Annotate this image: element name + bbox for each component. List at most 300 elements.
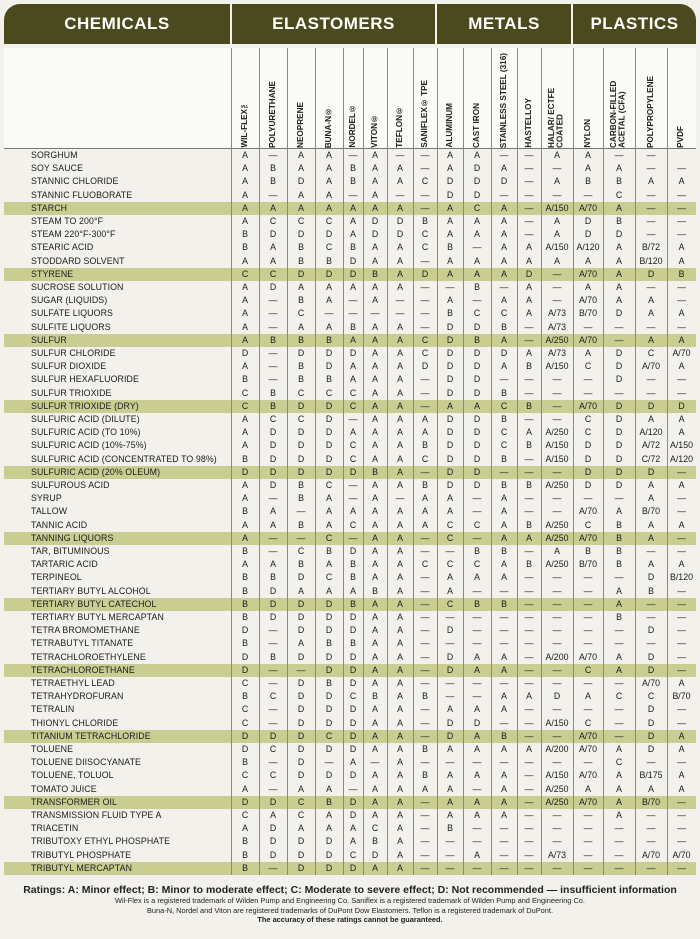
rating-cell: D bbox=[647, 704, 655, 715]
rating-cell: A bbox=[678, 559, 685, 570]
column-header-label: WIL-FLEX™ bbox=[239, 100, 249, 148]
rating-cell: — bbox=[677, 229, 686, 240]
rating-cell: A bbox=[397, 810, 403, 820]
rating-cell: D bbox=[446, 176, 454, 187]
rating-cell: D bbox=[297, 717, 305, 728]
rating-cell: — bbox=[524, 678, 534, 688]
rating-cell: A bbox=[397, 546, 403, 556]
rating-cell: — bbox=[646, 229, 656, 240]
column-header bbox=[573, 48, 603, 148]
rating-cell: A bbox=[678, 414, 685, 424]
rating-cell: — bbox=[472, 612, 482, 622]
rating-cell: — bbox=[499, 678, 509, 688]
rating-cell: D bbox=[297, 400, 305, 411]
rating-cell: — bbox=[420, 678, 430, 688]
rating-cell: — bbox=[614, 638, 624, 649]
chemical-name: TETRALIN bbox=[31, 704, 75, 715]
rating-cell: — bbox=[614, 321, 624, 332]
rating-cell: — bbox=[524, 216, 534, 226]
rating-cell: — bbox=[268, 150, 278, 160]
rating-cell: A bbox=[585, 348, 591, 358]
rating-cell: — bbox=[677, 532, 686, 543]
rating-cell: B bbox=[422, 744, 428, 754]
rating-cell: A bbox=[270, 202, 276, 213]
rating-cell: — bbox=[677, 823, 686, 834]
rating-cell: A bbox=[501, 519, 507, 530]
rating-cell: D bbox=[297, 757, 305, 768]
rating-cell: D bbox=[473, 189, 481, 200]
rating-cell: D bbox=[349, 664, 357, 675]
rating-cell: A bbox=[447, 295, 453, 306]
rating-cell: A bbox=[372, 348, 378, 358]
rating-cell: A bbox=[242, 480, 248, 490]
rating-cell: — bbox=[524, 783, 534, 794]
rating-cell: A/250 bbox=[545, 796, 569, 807]
rating-cell: A bbox=[648, 493, 654, 504]
rating-cell: D bbox=[297, 678, 305, 688]
rating-cell: B bbox=[474, 598, 480, 609]
rating-cell: A bbox=[678, 730, 685, 741]
column-header-label: STAINLESS STEEL (316) bbox=[498, 52, 508, 148]
rating-cell: D bbox=[615, 400, 623, 411]
rating-cell: A bbox=[242, 282, 248, 292]
rating-cell: A bbox=[526, 308, 532, 319]
rating-cell: — bbox=[524, 730, 534, 741]
rating-cell: — bbox=[472, 862, 482, 873]
rating-cell: A bbox=[422, 506, 428, 517]
rating-cell: A bbox=[326, 783, 332, 794]
ratings-legend: Ratings: A: Minor effect; B: Minor to moderate effect; C: Moderate to severe effect; D: Not recommended — insufficient information bbox=[23, 884, 677, 896]
rating-cell: A bbox=[501, 163, 507, 174]
rating-cell: A bbox=[326, 202, 332, 213]
rating-cell: — bbox=[646, 163, 656, 174]
rating-cell: A/250 bbox=[545, 559, 569, 570]
rating-cell: — bbox=[552, 598, 562, 609]
rating-cell: A bbox=[326, 823, 332, 834]
rating-cell: D bbox=[446, 625, 454, 636]
rating-cell: — bbox=[268, 308, 278, 319]
rating-cell: A bbox=[616, 664, 622, 675]
rating-cell: — bbox=[420, 625, 430, 636]
table-row bbox=[4, 294, 696, 307]
table-row bbox=[4, 241, 696, 254]
rating-cell: D bbox=[325, 268, 333, 279]
rating-cell: — bbox=[677, 295, 686, 306]
rating-cell: A bbox=[585, 282, 591, 292]
rating-cell: B bbox=[242, 757, 248, 768]
column-header bbox=[667, 48, 696, 148]
column-header bbox=[517, 48, 541, 148]
chemical-name: TETRACHLOROETHANE bbox=[31, 664, 135, 675]
rating-cell: B/120 bbox=[639, 255, 663, 266]
table-row bbox=[4, 677, 696, 690]
rating-cell: — bbox=[499, 374, 509, 385]
rating-cell: A bbox=[447, 572, 453, 583]
rating-cell: — bbox=[677, 466, 686, 477]
rating-cell: A bbox=[447, 163, 453, 174]
rating-cell: C bbox=[446, 519, 454, 530]
rating-cell: A bbox=[501, 242, 507, 253]
rating-cell: — bbox=[677, 374, 686, 385]
rating-cell: A bbox=[397, 612, 403, 622]
rating-cell: A/73 bbox=[547, 321, 567, 332]
rating-cell: A/250 bbox=[545, 480, 569, 490]
rating-cell: — bbox=[524, 374, 534, 385]
rating-cell: — bbox=[395, 150, 405, 160]
rating-cell: D bbox=[446, 189, 454, 200]
rating-cell: — bbox=[677, 282, 686, 292]
rating-cell: A bbox=[397, 559, 403, 570]
rating-cell: C bbox=[297, 414, 305, 424]
rating-cell: — bbox=[296, 532, 306, 543]
chemical-name: TAR, BITUMINOUS bbox=[31, 546, 110, 556]
rating-cell: A bbox=[242, 440, 248, 451]
rating-cell: A bbox=[474, 572, 480, 583]
rating-cell: — bbox=[646, 810, 656, 820]
rating-cell: A bbox=[678, 783, 685, 794]
rating-cell: D bbox=[615, 229, 623, 240]
rating-cell: A bbox=[372, 493, 378, 504]
rating-cell: A bbox=[372, 321, 378, 332]
rating-cell: D bbox=[473, 348, 481, 358]
rating-cell: A bbox=[616, 651, 622, 662]
rating-cell: C bbox=[297, 810, 305, 820]
rating-cell: — bbox=[499, 836, 509, 847]
rating-cell: C bbox=[584, 414, 592, 424]
rating-cell: — bbox=[552, 400, 562, 411]
rating-cell: D bbox=[349, 862, 357, 873]
rating-cell: D bbox=[446, 480, 454, 490]
rating-cell: — bbox=[552, 757, 562, 768]
rating-cell: A bbox=[242, 150, 248, 160]
table-row bbox=[4, 585, 696, 598]
rating-cell: C bbox=[473, 519, 481, 530]
rating-cell: A/150 bbox=[545, 361, 569, 372]
rating-cell: — bbox=[524, 823, 534, 834]
rating-cell: D bbox=[325, 770, 333, 781]
rating-cell: A bbox=[397, 625, 403, 636]
rating-cell: — bbox=[677, 598, 686, 609]
rating-cell: A bbox=[447, 400, 453, 411]
rating-cell: D bbox=[297, 176, 305, 187]
rating-cell: A bbox=[397, 862, 403, 873]
rating-cell: D bbox=[647, 717, 655, 728]
rating-cell: — bbox=[614, 387, 624, 398]
rating-cell: A bbox=[242, 202, 248, 213]
rating-cell: A/70 bbox=[641, 678, 661, 688]
rating-cell: A bbox=[372, 163, 378, 174]
rating-cell: A/73 bbox=[547, 849, 567, 860]
rating-cell: B bbox=[350, 321, 356, 332]
rating-cell: D bbox=[325, 691, 333, 702]
rating-cell: A bbox=[372, 189, 378, 200]
rating-cell: B bbox=[585, 546, 591, 556]
rating-cell: A bbox=[397, 400, 403, 411]
rating-cell: C bbox=[421, 453, 429, 464]
table-row bbox=[4, 545, 696, 558]
rating-cell: A bbox=[616, 598, 622, 609]
chemical-name: TERPINEOL bbox=[31, 572, 82, 583]
rating-cell: — bbox=[268, 532, 278, 543]
rating-cell: D bbox=[297, 704, 305, 715]
rating-cell: B bbox=[298, 242, 304, 253]
column-header-label: CAST IRON bbox=[471, 102, 481, 148]
rating-cell: D bbox=[325, 664, 333, 675]
rating-cell: D bbox=[446, 334, 454, 345]
rating-cell: D bbox=[269, 453, 277, 464]
rating-cell: A bbox=[242, 255, 248, 266]
rating-cell: B bbox=[326, 374, 332, 385]
rating-cell: A bbox=[397, 440, 403, 451]
rating-cell: — bbox=[614, 704, 624, 715]
rating-cell: — bbox=[524, 572, 534, 583]
chemical-name: STANNIC CHLORIDE bbox=[31, 176, 119, 187]
chemical-name: TARTARIC ACID bbox=[31, 559, 98, 570]
rating-cell: A bbox=[648, 295, 654, 306]
column-divider bbox=[667, 48, 668, 875]
rating-cell: A/250 bbox=[545, 427, 569, 438]
rating-cell: A bbox=[447, 268, 453, 279]
rating-cell: A bbox=[648, 414, 654, 424]
chemical-name: TERTIARY BUTYL CATECHOL bbox=[31, 598, 157, 609]
trademark-note-2: Buna-N, Nordel and Viton are registered trademarks of DuPont Dow Elastomers. Teflon is a registered trademark of DuPont. bbox=[147, 905, 553, 915]
rating-cell: — bbox=[472, 242, 482, 253]
rating-cell: A bbox=[372, 150, 378, 160]
column-header bbox=[491, 48, 517, 148]
rating-cell: A/150 bbox=[545, 717, 569, 728]
rating-cell: B bbox=[242, 585, 248, 596]
rating-cell: D bbox=[349, 796, 357, 807]
rating-cell: — bbox=[499, 150, 509, 160]
rating-cell: A bbox=[501, 295, 507, 306]
rating-cell: A bbox=[447, 585, 453, 596]
rating-cell: A/72 bbox=[641, 440, 661, 451]
rating-cell: A bbox=[447, 506, 453, 517]
rating-cell: — bbox=[552, 678, 562, 688]
rating-cell: D bbox=[325, 704, 333, 715]
rating-cell: A bbox=[372, 783, 378, 794]
rating-cell: B bbox=[616, 519, 622, 530]
rating-cell: D bbox=[241, 744, 249, 754]
rating-cell: — bbox=[420, 796, 430, 807]
rating-cell: — bbox=[677, 506, 686, 517]
table-row bbox=[4, 651, 696, 664]
rating-cell: A bbox=[678, 519, 685, 530]
rating-cell: A bbox=[397, 532, 403, 543]
rating-cell: B bbox=[474, 282, 480, 292]
rating-cell: A bbox=[397, 836, 403, 847]
rating-cell: — bbox=[472, 823, 482, 834]
rating-cell: — bbox=[499, 823, 509, 834]
rating-cell: — bbox=[268, 189, 278, 200]
rating-cell: — bbox=[552, 387, 562, 398]
rating-cell: C bbox=[615, 757, 623, 768]
rating-cell: A bbox=[372, 480, 378, 490]
rating-cell: A bbox=[397, 466, 403, 477]
table-row bbox=[4, 373, 696, 386]
rating-cell: A bbox=[526, 255, 532, 266]
table-row bbox=[4, 730, 696, 743]
rating-cell: — bbox=[646, 823, 656, 834]
rating-cell: — bbox=[524, 796, 534, 807]
rating-cell: — bbox=[420, 757, 430, 768]
rating-cell: B bbox=[298, 374, 304, 385]
rating-cell: D bbox=[615, 440, 623, 451]
rating-cell: — bbox=[552, 189, 562, 200]
rating-cell: — bbox=[614, 572, 624, 583]
column-header bbox=[603, 48, 635, 148]
rating-cell: — bbox=[348, 189, 358, 200]
rating-cell: — bbox=[524, 150, 534, 160]
column-header bbox=[635, 48, 667, 148]
rating-cell: C bbox=[584, 427, 592, 438]
rating-cell: — bbox=[268, 678, 278, 688]
rating-cell: A bbox=[554, 176, 560, 187]
rating-cell: B/120 bbox=[670, 572, 693, 583]
rating-cell: A bbox=[397, 361, 403, 372]
rating-cell: — bbox=[472, 757, 482, 768]
rating-cell: A bbox=[447, 255, 453, 266]
rating-cell: A bbox=[397, 585, 403, 596]
rating-cell: A bbox=[372, 255, 378, 266]
rating-cell: — bbox=[552, 414, 562, 424]
rating-cell: A bbox=[270, 242, 276, 253]
rating-cell: A bbox=[242, 519, 248, 530]
rating-cell: A/150 bbox=[545, 453, 569, 464]
column-divider bbox=[463, 48, 464, 875]
rating-cell: — bbox=[677, 546, 686, 556]
rating-cell: D bbox=[396, 229, 404, 240]
rating-cell: A bbox=[554, 255, 560, 266]
chemicals-header: CHEMICALS bbox=[4, 4, 230, 44]
rating-cell: A bbox=[585, 163, 591, 174]
chemical-name: STODDARD SOLVENT bbox=[31, 255, 125, 266]
rating-cell: A bbox=[648, 480, 654, 490]
rating-cell: D bbox=[297, 466, 305, 477]
rating-cell: A bbox=[372, 546, 378, 556]
rating-cell: C bbox=[500, 308, 508, 319]
rating-cell: A/73 bbox=[547, 348, 567, 358]
rating-cell: A bbox=[474, 400, 480, 411]
rating-cell: B bbox=[350, 176, 356, 187]
column-divider bbox=[573, 48, 574, 875]
rating-cell: — bbox=[583, 849, 593, 860]
chemical-name: SULFURIC ACID (20% OLEUM) bbox=[31, 466, 161, 477]
rating-cell: C bbox=[241, 770, 249, 781]
table-row bbox=[4, 400, 696, 413]
rating-cell: — bbox=[677, 862, 686, 873]
rating-cell: A bbox=[678, 678, 685, 688]
rating-cell: B bbox=[326, 796, 332, 807]
rating-cell: A bbox=[397, 387, 403, 398]
rating-cell: — bbox=[420, 862, 430, 873]
rating-cell: B/70 bbox=[578, 308, 598, 319]
chemical-name: TOLUENE DIISOCYANATE bbox=[31, 757, 142, 768]
rating-cell: D bbox=[584, 480, 592, 490]
rating-cell: A bbox=[326, 150, 332, 160]
metals-header: METALS bbox=[437, 4, 571, 44]
chemical-name: SULFURIC ACID (10%-75%) bbox=[31, 440, 147, 451]
rating-cell: C bbox=[241, 387, 249, 398]
rating-cell: — bbox=[395, 308, 405, 319]
plastics-header: PLASTICS bbox=[573, 4, 696, 44]
rating-cell: A bbox=[616, 295, 622, 306]
rating-cell: B bbox=[526, 480, 532, 490]
column-divider bbox=[315, 48, 316, 875]
rating-cell: A/250 bbox=[545, 783, 569, 794]
rating-cell: A bbox=[326, 295, 332, 306]
rating-cell: D bbox=[371, 229, 379, 240]
rating-cell: — bbox=[420, 664, 430, 675]
column-header-label: POLYURETHANE bbox=[267, 80, 277, 148]
chemical-name: SULFITE LIQUORS bbox=[31, 321, 111, 332]
rating-cell: — bbox=[445, 849, 455, 860]
rating-cell: C bbox=[421, 559, 429, 570]
rating-cell: — bbox=[524, 506, 534, 517]
rating-cell: — bbox=[583, 585, 593, 596]
rating-cell: D bbox=[325, 229, 333, 240]
table-row bbox=[4, 611, 696, 624]
rating-cell: B bbox=[350, 598, 356, 609]
table-row bbox=[4, 783, 696, 796]
rating-cell: A bbox=[501, 559, 507, 570]
rating-cell: — bbox=[552, 823, 562, 834]
column-header-label: NORDEL® bbox=[347, 104, 357, 148]
rating-cell: — bbox=[552, 638, 562, 649]
rating-cell: D bbox=[297, 268, 305, 279]
rating-cell: A bbox=[397, 282, 403, 292]
rating-cell: C bbox=[241, 678, 249, 688]
rating-cell: B bbox=[242, 849, 248, 860]
chemical-name: TANNIC ACID bbox=[31, 519, 88, 530]
rating-cell: — bbox=[420, 638, 430, 649]
column-divider bbox=[413, 48, 414, 875]
rating-cell: A bbox=[526, 744, 532, 754]
rating-cell: D bbox=[678, 400, 685, 411]
rating-cell: A bbox=[350, 282, 356, 292]
rating-cell: D bbox=[421, 268, 429, 279]
rating-cell: A/120 bbox=[576, 242, 600, 253]
rating-cell: B bbox=[298, 361, 304, 372]
rating-cell: B bbox=[326, 255, 332, 266]
rating-cell: — bbox=[445, 638, 455, 649]
rating-cell: A bbox=[350, 836, 356, 847]
rating-cell: — bbox=[268, 546, 278, 556]
chemical-name: TETRABUTYL TITANATE bbox=[31, 638, 134, 649]
rating-cell: — bbox=[420, 466, 430, 477]
rating-cell: A bbox=[397, 638, 403, 649]
rating-cell: — bbox=[524, 704, 534, 715]
rating-cell: A bbox=[397, 334, 403, 345]
rating-cell: D bbox=[241, 466, 249, 477]
rating-cell: — bbox=[677, 638, 686, 649]
rating-cell: A/70 bbox=[578, 400, 598, 411]
rating-cell: — bbox=[524, 651, 534, 662]
rating-cell: A bbox=[526, 691, 532, 702]
rating-cell: C bbox=[297, 387, 305, 398]
rating-cell: C bbox=[269, 744, 277, 754]
rating-cell: A bbox=[422, 493, 428, 504]
rating-cell: A bbox=[501, 361, 507, 372]
rating-cell: A bbox=[298, 163, 304, 174]
table-row bbox=[4, 281, 696, 294]
table-row bbox=[4, 862, 696, 875]
rating-cell: — bbox=[583, 387, 593, 398]
rating-cell: — bbox=[499, 717, 509, 728]
rating-cell: — bbox=[552, 493, 562, 504]
rating-cell: B bbox=[270, 334, 276, 345]
rating-cell: C bbox=[615, 189, 623, 200]
